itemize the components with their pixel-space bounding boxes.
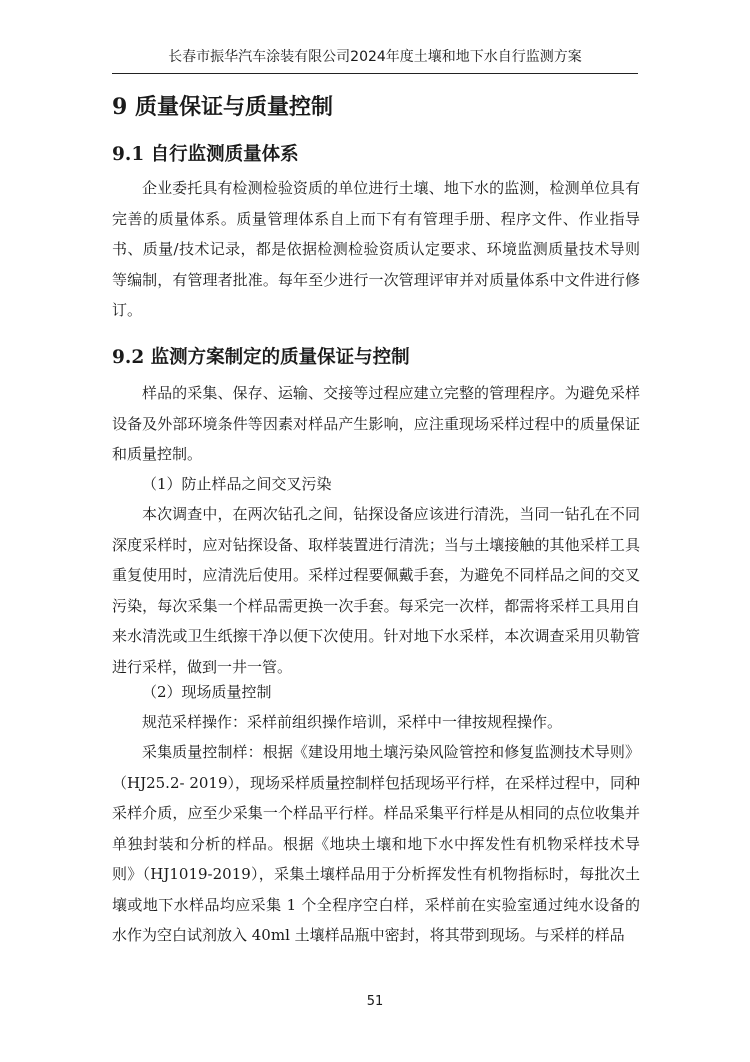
paragraph-qc-samples: 采集质量控制样：根据《建设用地土壤污染风险管控和修复监测技术导则》（HJ25.2- 2019），现场采样质量控制样包括现场平行样，在采样过程中，同种采样介质，应至少采集一个样品平行样。样品采集平行样是从相同的点位收集并单独封装和分析的样品。根据《地块土壤和地下水中挥发性有机物采样技术导则》（HJ1019-2019），采集土壤样品用于分析挥发性有机物指标时，每批次土壤或地下水样品均应采集 1 个全程序空白样，采样前在实验室通过纯水设备的水作为空白试剂放入 40ml 土壤样品瓶中密封，将其带到现场。与采样的样品 — [112, 743, 641, 944]
paragraph-quality-system: 企业委托具有检测检验资质的单位进行土壤、地下水的监测，检测单位具有完善的质量体系。质量管理体系自上而下有有管理手册、程序文件、作业指导书、质量/技术记录，都是依据检测检验资质认定要求、环境监测质量技术导则等编制，有管理者批准。每年至少进行一次管理评审并对质量体系中文件进行修订。 — [112, 179, 640, 319]
subsection-heading-9-2: 9.2 监测方案制定的质量保证与控制 — [112, 347, 410, 368]
paragraph-sampling-intro: 样品的采集、保存、运输、交接等过程应建立完整的管理程序。为避免采样设备及外部环境条件等因素对样品产生影响，应注重现场采样过程中的质量保证和质量控制。 — [112, 384, 640, 463]
paragraph-standard-operation: 规范采样操作：采样前组织操作培训，采样中一律按规程操作。 — [142, 713, 563, 731]
running-header: 长春市振华汽车涂装有限公司2024年度土壤和地下水自行监测方案 — [168, 49, 582, 65]
paragraph-cross-contamination: 本次调查中，在两次钻孔之间，钻探设备应该进行清洗，当同一钻孔在不同深度采样时，应对钻探设备、取样装置进行清洗；当与土壤接触的其他采样工具重复使用时，应清洗后使用。采样过程要佩戴手套，为避免不同样品之间的交叉污染，每次采集一个样品需更换一次手套。每采完一次样，都需将采样工具用自来水清洗或卫生纸擦干净以便下次使用。针对地下水采样，本次调查采用贝勒管进行采样，做到一井一管。 — [112, 505, 640, 676]
header-divider — [112, 73, 638, 74]
page-number: 51 — [366, 994, 384, 1009]
section-heading: 9 质量保证与质量控制 — [112, 94, 333, 120]
item-field-qc-title: （2）现场质量控制 — [142, 683, 272, 701]
subsection-heading-9-1: 9.1 自行监测质量体系 — [112, 144, 299, 165]
item-cross-contamination-title: （1）防止样品之间交叉污染 — [142, 475, 332, 493]
